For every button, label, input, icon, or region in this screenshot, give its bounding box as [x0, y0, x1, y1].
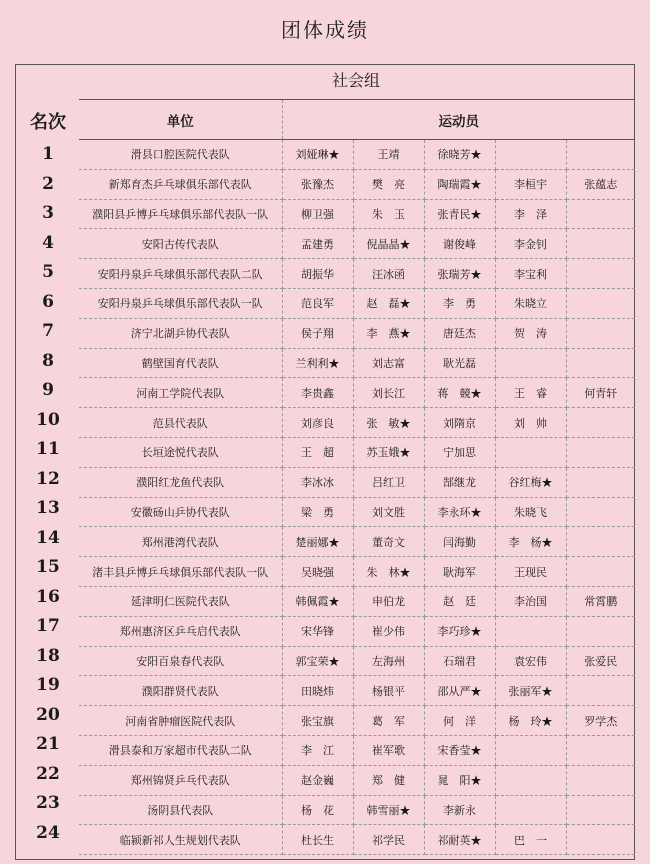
athlete-name: 唐廷杰 [424, 318, 495, 348]
table-row [79, 229, 635, 259]
rank-number: 9 [42, 380, 54, 400]
athlete-name: 杜长生 [282, 825, 353, 855]
table-row [79, 288, 635, 318]
athlete-name: 王 超 [282, 437, 353, 467]
athlete-name [495, 616, 566, 646]
rank-number: 8 [42, 350, 54, 371]
athlete-name: 耿海军 [424, 557, 495, 587]
athlete-name: 祁学民 [353, 825, 424, 855]
page-title: 团体成绩 [281, 18, 369, 42]
athlete-name: 祁耐英★ [424, 825, 495, 855]
athlete-name: 陶瑞霞★ [424, 169, 495, 199]
table-row [79, 646, 635, 676]
rank-number: 10 [36, 409, 60, 430]
athlete-name: 吴晓强 [282, 557, 353, 587]
athlete-name: 苏玉娥★ [353, 437, 424, 467]
athlete-name [566, 348, 635, 378]
rank-number: 22 [36, 763, 60, 784]
team-unit: 长垣途悦代表队 [79, 437, 282, 467]
rank-number: 14 [36, 527, 60, 548]
athlete-name: 张瑞芳★ [424, 259, 495, 289]
athlete-name: 王靖 [353, 140, 424, 170]
athlete-name: 李 勇 [424, 288, 495, 318]
team-unit: 安阳百泉春代表队 [79, 646, 282, 676]
athlete-name: 朱晓立 [495, 288, 566, 318]
rank-number: 5 [42, 262, 54, 282]
table-row [79, 259, 635, 289]
athletes-column-header: 运动员 [282, 100, 635, 140]
athlete-name: 王现民 [495, 557, 566, 587]
athlete-name: 石瑞君 [424, 646, 495, 676]
athlete-name: 邵从严★ [424, 676, 495, 706]
athlete-name [566, 616, 635, 646]
athlete-name [566, 140, 635, 170]
athlete-name [566, 318, 635, 348]
athlete-name [495, 437, 566, 467]
athlete-name: 范良军 [282, 288, 353, 318]
athlete-name: 李 江 [282, 735, 353, 765]
table-row [79, 408, 635, 438]
athlete-name [495, 140, 566, 170]
athlete-name: 刘隋京 [424, 408, 495, 438]
athlete-name: 李 燕★ [353, 318, 424, 348]
athlete-name: 袁宏伟 [495, 646, 566, 676]
athlete-name: 刘长江 [353, 378, 424, 408]
athlete-name: 杨 玲★ [495, 706, 566, 736]
athlete-name: 左海州 [353, 646, 424, 676]
rank-number: 21 [36, 734, 60, 754]
table-row [79, 199, 635, 229]
team-unit: 鹤壁国育代表队 [79, 348, 282, 378]
athlete-name: 张爱民 [566, 646, 635, 676]
team-unit: 濮阳红龙鱼代表队 [79, 467, 282, 497]
team-unit: 安阳古传代表队 [79, 229, 282, 259]
athlete-name [566, 765, 635, 795]
athlete-name: 谢俊峰 [424, 229, 495, 259]
athlete-name: 申伯龙 [353, 586, 424, 616]
athlete-name: 李金钊 [495, 229, 566, 259]
athlete-name: 李新永 [424, 795, 495, 825]
athlete-name [566, 735, 635, 765]
table-header-row [79, 100, 635, 140]
athlete-name: 张宝旗 [282, 706, 353, 736]
table-row [79, 378, 635, 408]
athlete-name: 赵 磊★ [353, 288, 424, 318]
athlete-name [566, 288, 635, 318]
athlete-name: 李冰冰 [282, 467, 353, 497]
athlete-name [566, 199, 635, 229]
athlete-name: 李治国 [495, 586, 566, 616]
rank-number: 23 [36, 793, 60, 813]
rank-number: 12 [36, 468, 60, 489]
athlete-name: 汪冰函 [353, 259, 424, 289]
team-unit: 汤阴县代表队 [79, 795, 282, 825]
athlete-name: 刘文胜 [353, 497, 424, 527]
rank-number: 1 [42, 144, 54, 164]
athlete-name: 郭宝荣★ [282, 646, 353, 676]
rank-column-header: 名次 [30, 112, 66, 133]
team-unit: 河南工学院代表队 [79, 378, 282, 408]
athlete-name: 郑 健 [353, 765, 424, 795]
table-row [79, 169, 635, 199]
athlete-name: 李永环★ [424, 497, 495, 527]
athlete-name: 徐晓芳★ [424, 140, 495, 170]
athlete-name: 王 睿 [495, 378, 566, 408]
athlete-name: 宋华锋 [282, 616, 353, 646]
team-unit: 滑县泰和万家超市代表队二队 [79, 735, 282, 765]
team-unit: 济宁北湖乒协代表队 [79, 318, 282, 348]
team-unit: 安阳丹泉乒乓球俱乐部代表队二队 [79, 259, 282, 289]
table-row [79, 765, 635, 795]
athlete-name: 杨 花 [282, 795, 353, 825]
athlete-name: 李巧珍★ [424, 616, 495, 646]
athlete-name: 刘 帅 [495, 408, 566, 438]
rank-number: 11 [36, 439, 60, 459]
table-row [79, 676, 635, 706]
athlete-name: 楚丽娜★ [282, 527, 353, 557]
athlete-name: 耿光磊 [424, 348, 495, 378]
athlete-name: 谷红梅★ [495, 467, 566, 497]
athlete-name [495, 348, 566, 378]
rank-number: 15 [36, 557, 60, 577]
table-row [79, 557, 635, 587]
athlete-name: 张青民★ [424, 199, 495, 229]
athlete-name: 李宝利 [495, 259, 566, 289]
table-row [79, 735, 635, 765]
table-row [79, 706, 635, 736]
athlete-name: 郜继龙 [424, 467, 495, 497]
athlete-name: 侯子翔 [282, 318, 353, 348]
rank-number: 20 [36, 704, 60, 725]
table-row [79, 586, 635, 616]
team-unit: 渚丰县乒博乒乓球俱乐部代表队一队 [79, 557, 282, 587]
athlete-name: 崔军歌 [353, 735, 424, 765]
table-row [79, 348, 635, 378]
athlete-name [566, 676, 635, 706]
athlete-name: 葛 军 [353, 706, 424, 736]
athlete-name [566, 557, 635, 587]
athlete-name: 闫海勤 [424, 527, 495, 557]
athlete-name [566, 408, 635, 438]
rank-number: 18 [36, 645, 60, 666]
athlete-name [495, 795, 566, 825]
athlete-name: 张丽军★ [495, 676, 566, 706]
athlete-name: 蒋 競★ [424, 378, 495, 408]
athlete-name: 常霄鹏 [566, 586, 635, 616]
athlete-name: 赵 廷 [424, 586, 495, 616]
table-row [79, 467, 635, 497]
athlete-name: 李贵鑫 [282, 378, 353, 408]
team-unit: 濮阳群贤代表队 [79, 676, 282, 706]
table-row [79, 140, 635, 170]
rank-number: 17 [36, 616, 60, 636]
rank-number: 24 [36, 822, 60, 843]
athlete-name: 李 杨★ [495, 527, 566, 557]
team-unit: 范县代表队 [79, 408, 282, 438]
rank-column [22, 140, 74, 848]
athlete-name: 胡振华 [282, 259, 353, 289]
athlete-name: 赵金巍 [282, 765, 353, 795]
table-row [79, 437, 635, 467]
athlete-name: 晁 阳★ [424, 765, 495, 795]
athlete-name: 张 敏★ [353, 408, 424, 438]
rank-number: 7 [42, 321, 54, 341]
team-unit: 新郑育杰乒乓球俱乐部代表队 [79, 169, 282, 199]
table-row [79, 825, 635, 855]
athlete-name: 张蕴志 [566, 169, 635, 199]
table-row [79, 616, 635, 646]
team-unit: 安阳丹泉乒乓球俱乐部代表队一队 [79, 288, 282, 318]
athlete-name: 李 泽 [495, 199, 566, 229]
rank-number: 19 [36, 675, 60, 695]
athlete-name: 孟建勇 [282, 229, 353, 259]
results-table [79, 99, 635, 855]
table-row [79, 795, 635, 825]
athlete-name: 杨银平 [353, 676, 424, 706]
rank-number: 3 [42, 203, 54, 223]
athlete-name: 董奇文 [353, 527, 424, 557]
athlete-name: 何 洋 [424, 706, 495, 736]
athlete-name: 田晓炜 [282, 676, 353, 706]
athlete-name [566, 437, 635, 467]
athlete-name: 倪晶晶★ [353, 229, 424, 259]
athlete-name: 贺 涛 [495, 318, 566, 348]
athlete-name [566, 795, 635, 825]
athlete-name [566, 527, 635, 557]
athlete-name: 朱 玉 [353, 199, 424, 229]
team-unit: 临颍新祁人生规划代表队 [79, 825, 282, 855]
table-row [79, 497, 635, 527]
team-unit: 郑州锦贤乒乓代表队 [79, 765, 282, 795]
athlete-name: 刘彦良 [282, 408, 353, 438]
athlete-name: 罗学杰 [566, 706, 635, 736]
athlete-name: 刘志富 [353, 348, 424, 378]
team-unit: 滑县口腔医院代表队 [79, 140, 282, 170]
athlete-name [495, 735, 566, 765]
athlete-name: 兰利利★ [282, 348, 353, 378]
team-unit: 郑州惠济区乒乓启代表队 [79, 616, 282, 646]
athlete-name: 吕红卫 [353, 467, 424, 497]
table-row [79, 318, 635, 348]
team-unit: 河南省肿瘤医院代表队 [79, 706, 282, 736]
athlete-name [566, 497, 635, 527]
athlete-name: 崔少伟 [353, 616, 424, 646]
athlete-name: 何青轩 [566, 378, 635, 408]
athlete-name: 朱 林★ [353, 557, 424, 587]
athlete-name: 梁 勇 [282, 497, 353, 527]
athlete-name [566, 467, 635, 497]
athlete-name: 张豫杰 [282, 169, 353, 199]
athlete-name: 韩佩霞★ [282, 586, 353, 616]
athlete-name: 李桓宇 [495, 169, 566, 199]
table-row [79, 527, 635, 557]
rank-number: 4 [42, 232, 54, 253]
athlete-name [495, 765, 566, 795]
rank-number: 6 [42, 291, 54, 312]
athlete-name: 韩雪丽★ [353, 795, 424, 825]
athlete-name: 宁加思 [424, 437, 495, 467]
team-unit: 延津明仁医院代表队 [79, 586, 282, 616]
team-unit: 郑州港湾代表队 [79, 527, 282, 557]
team-unit: 安徽砀山乒协代表队 [79, 497, 282, 527]
athlete-name [566, 259, 635, 289]
athlete-name: 刘娅琳★ [282, 140, 353, 170]
rank-number: 2 [42, 173, 54, 194]
athlete-name: 巴 一 [495, 825, 566, 855]
group-title: 社会组 [331, 71, 380, 90]
unit-column-header: 单位 [79, 100, 282, 140]
athlete-name [566, 229, 635, 259]
athlete-name: 宋香莹★ [424, 735, 495, 765]
team-unit: 濮阳县乒博乒乓球俱乐部代表队一队 [79, 199, 282, 229]
rank-number: 13 [36, 498, 60, 518]
rank-number: 16 [36, 586, 60, 607]
athlete-name: 朱晓飞 [495, 497, 566, 527]
athlete-name [566, 825, 635, 855]
athlete-name: 柳卫强 [282, 199, 353, 229]
athlete-name: 樊 亮 [353, 169, 424, 199]
